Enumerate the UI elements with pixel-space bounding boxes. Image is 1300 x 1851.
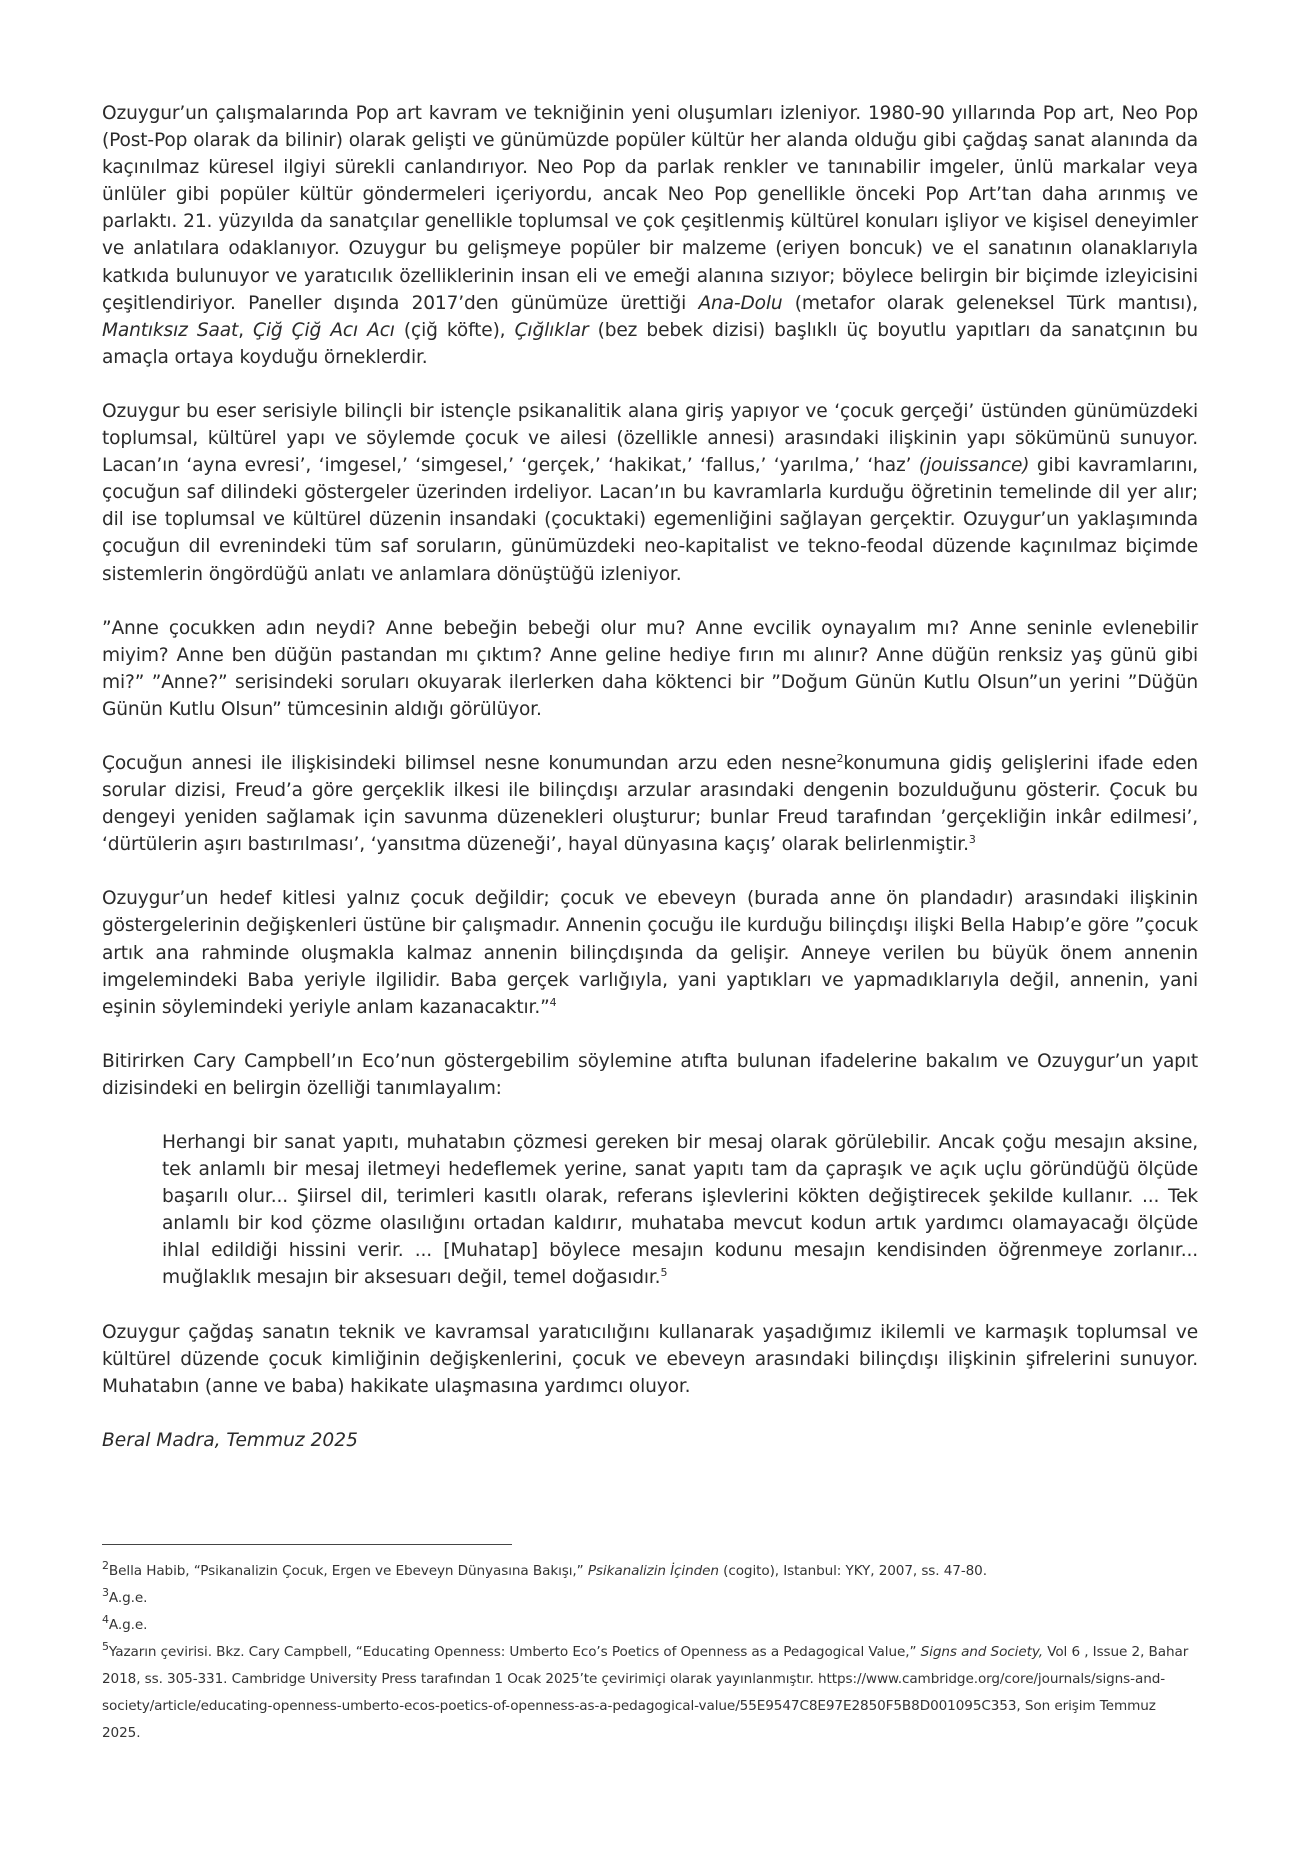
- work-title-ana-dolu: Ana-Dolu: [698, 292, 783, 314]
- paragraph-freud: Çocuğun annesi ile ilişkisindeki bilimsel nesne konumundan arzu eden nesne$^2$konumuna gidiş gelişlerini ifade eden sorular dizisi, Freud’a göre gerçeklik ilkesi ile bilinçdışı arzular arasındaki dengenin bozulduğunu gösterir. Çocuk bu dengeyi yeniden sağlamak için savunma düzenekleri oluşturur; bunlar Freud tarafından ’gerçekliğin inkâr edilmesi’, ‘dürtülerin aşırı bastırılması’, ‘yansıtma düzeneği’, hayal dünyasına kaçış’ olarak belirlenmiştir.$^3$: [102, 751, 1199, 856]
- footnote-ref-4[interactable]: 4: [549, 995, 557, 1009]
- footnote-ref-5[interactable]: 5: [660, 1266, 668, 1280]
- paragraph-conclusion: Ozuygur çağdaş sanatın teknik ve kavramsal yaratıcılığını kullanarak yaşadığımız ikilemli ve karmaşık toplumsal ve kültürel düzende çocuk kimliğinin değişkenlerini, çocuk ve ebeveyn arasındaki bilinçdışı ilişkinin şifrelerini sunuyor. Muhatabın (anne ve baba) hakikate ulaşmasına yardımcı oluyor.: [102, 1321, 1198, 1397]
- footnote-5: $^5$Yazarın çevirisi. Bkz. Cary Campbell, “Educating Openness: Umberto Eco’s Poetics of Openness as a Pedagogical Value,” Signs and Society, Vol 6 , Issue 2, Bahar 2018, ss. 305-331. Cambridge University Press tarafından 1 Ocak 2025’te çevirimiçi olarak yayınlanmıştır. https://www.cambridge.org/core/journals/signs-and-society/article/educating-openness-umberto-ecos-poetics-of-openness-as-a-pedagogical-value/55E9547C8E97E2850F5B8D001095C353, Son erişim Temmuz 2025.: [102, 1640, 1189, 1741]
- paragraph-anne-questions: ”Anne çocukken adın neydi? Anne bebeğin bebeği olur mu? Anne evcilik oynayalım mı? Anne seninle evlenebilir miyim? Anne ben düğün pastandan mı çıktım? Anne geline hediye fırın mı alınır? Anne düğün renksiz yaş günü gibi mi?” ”Anne?” serisindeki soruları okuyarak ilerlerken daha köktenci bir ”Doğum Günün Kutlu Olsun”un yerini ”Düğün Günün Kutlu Olsun” tümcesinin aldığı görülüyor.: [102, 617, 1198, 720]
- book-title: Psikanalizin İçinden: [587, 1563, 719, 1579]
- work-title-cig-cig-aci-aci: Çiğ Çiğ Acı Acı: [253, 319, 395, 341]
- work-title-mantiksiz-saat: Mantıksız Saat: [102, 319, 239, 341]
- footnotes-section: [102, 1558, 1198, 1747]
- footnote-4: $^4$A.g.e.: [102, 1613, 148, 1633]
- paragraph-campbell-intro: Bitirirken Cary Campbell’ın Eco’nun göstergebilim söylemine atıfta bulunan ifadelerine bakalım ve Ozuygur’un yapıt dizisindeki en belirgin özelliği tanımlayalım:: [102, 1050, 1198, 1099]
- footnote-2: $^2$Bella Habib, “Psikanalizin Çocuk, Ergen ve Ebeveyn Dünyasına Bakışı,” Psikanalizin İçinden (cogito), Istanbul: YKY, 2007, ss. 47-80.: [102, 1559, 987, 1579]
- term-jouissance: (jouissance): [918, 455, 1030, 477]
- work-title-cigliklar: Çığlıklar: [514, 319, 589, 341]
- footnote-number: 3: [102, 1586, 109, 1599]
- paragraph-target-audience: Ozuygur’un hedef kitlesi yalnız çocuk değildir; çocuk ve ebeveyn (burada anne ön plandadır) arasındaki ilişkinin göstergelerinin değişkenleri üstüne bir çalışmadır. Annenin çocuğu ile kurduğu bilinçdışı ilişki Bella Habıp’e göre ”çocuk artık ana rahminde oluşmakla kalmaz annenin bilinçdışında da gelişir. Anneye verilen bu büyük önem annenin imgelemindeki Baba yeriyle ilgilidir. Baba gerçek varlığıyla, yani yaptıkları ve yapmadıklarıyla değil, annenin, yani eşinin söylemindeki yeriyle anlam kazanacaktır.”$^4$: [102, 888, 1198, 1018]
- block-quote-campbell: Herhangi bir sanat yapıtı, muhatabın çözmesi gereken bir mesaj olarak görülebilir. Ancak çoğu mesajın aksine, tek anlamlı bir mesaj iletmeyi hedeflemek yerine, sanat yapıtı tam da çapraşık ve açık uçlu göründüğü ölçüde başarılı olur... Şiirsel dil, terimleri kasıtlı olarak, referans işlevlerini kökten değiştirecek şekilde kullanır. ... Tek anlamlı bir kod çözme olasılığını ortadan kaldırır, muhataba mevcut kodun artık yardımcı olamayacağı ölçüde ihlal edildiği hissini verir. ... [Muhatap] böylece mesajın kodunu mesajın kendisinden öğrenmeye zorlanır... muğlaklık mesajın bir aksesuarı değil, temel doğasıdır.$^5$: [162, 1132, 1198, 1289]
- footnote-divider: [102, 1544, 512, 1545]
- journal-title: Signs and Society,: [920, 1644, 1043, 1660]
- footnote-ref-3[interactable]: 3: [968, 833, 976, 847]
- footnote-number: 4: [102, 1613, 109, 1626]
- footnote-ref-2[interactable]: 2: [836, 751, 844, 765]
- paragraph-psychoanalysis: Ozuygur bu eser serisiyle bilinçli bir istençle psikanalitik alana giriş yapıyor ve ‘çocuk gerçeği’ üstünden günümüzdeki toplumsal, kültürel yapı ve söylemde çocuk ve ailesi (özellikle annesi) arasındaki ilişkinin yapı sökümünü sunuyor. Lacan’ın ‘ayna evresi’, ‘imgesel,’ ‘simgesel,’ ‘gerçek,’ ‘hakikat,’ ‘fallus,’ ‘yarılma,’ ‘haz’ (jouissance) gibi kavramlarını, çocuğun saf dilindeki göstergeler üzerinden irdeliyor. Lacan’ın bu kavramlarla kurduğu öğretinin temelinde dil yer alır; dil ise toplumsal ve kültürel düzenin insandaki (çocuktaki) egemenliğini sağlayan gerçektir. Ozuygur’un yaklaşımında çocuğun dil evrenindeki tüm saf soruların, günümüzdeki neo-kapitalist ve tekno-feodal düzende kaçınılmaz biçimde sistemlerin öngördüğü anlatı ve anlamlara dönüştüğü izleniyor.: [102, 400, 1198, 585]
- footnote-number: 5: [102, 1640, 109, 1653]
- paragraph-pop-art: Ozuygur’un çalışmalarında Pop art kavram ve tekniğinin yeni oluşumları izleniyor. 1980-90 yıllarında Pop art, Neo Pop (Post-Pop olarak da bilinir) olarak gelişti ve günümüzde popüler kültür her alanda olduğu gibi çağdaş sanat alanında da kaçınılmaz küresel ilgiyi sürekli canlandırıyor. Neo Pop da parlak renkler ve tanınabilir imgeler, ünlü markalar veya ünlüler gibi popüler kültür göndermeleri içeriyordu, ancak Neo Pop genellikle önceki Pop Art’tan daha arınmış ve parlaktı. 21. yüzyılda da sanatçılar genellikle toplumsal ve çok çeşitlenmiş kültürel konuları işliyor ve kişisel deneyimler ve anlatılara odaklanıyor. Ozuygur bu gelişmeye popüler bir malzeme (eriyen boncuk) ve el sanatının olanaklarıyla katkıda bulunuyor ve yaratıcılık özelliklerinin insan eli ve emeği alanına sızıyor; böylece belirgin bir biçimde izleyicisini çeşitlendiriyor. Paneller dışında 2017’den günümüze ürettiği Ana-Dolu (metafor olarak geleneksel Türk mantısı), Mantıksız Saat, Çiğ Çiğ Acı Acı (çiğ köfte), Çığlıklar (bez bebek dizisi) başlıklı üç boyutlu yapıtları da sanatçının bu amaçla ortaya koyduğu örneklerdir.: [102, 103, 1198, 368]
- author-signature: Beral Madra, Temmuz 2025: [102, 1429, 358, 1451]
- footnote-number: 2: [102, 1559, 109, 1572]
- footnote-3: $^3$A.g.e.: [102, 1586, 148, 1606]
